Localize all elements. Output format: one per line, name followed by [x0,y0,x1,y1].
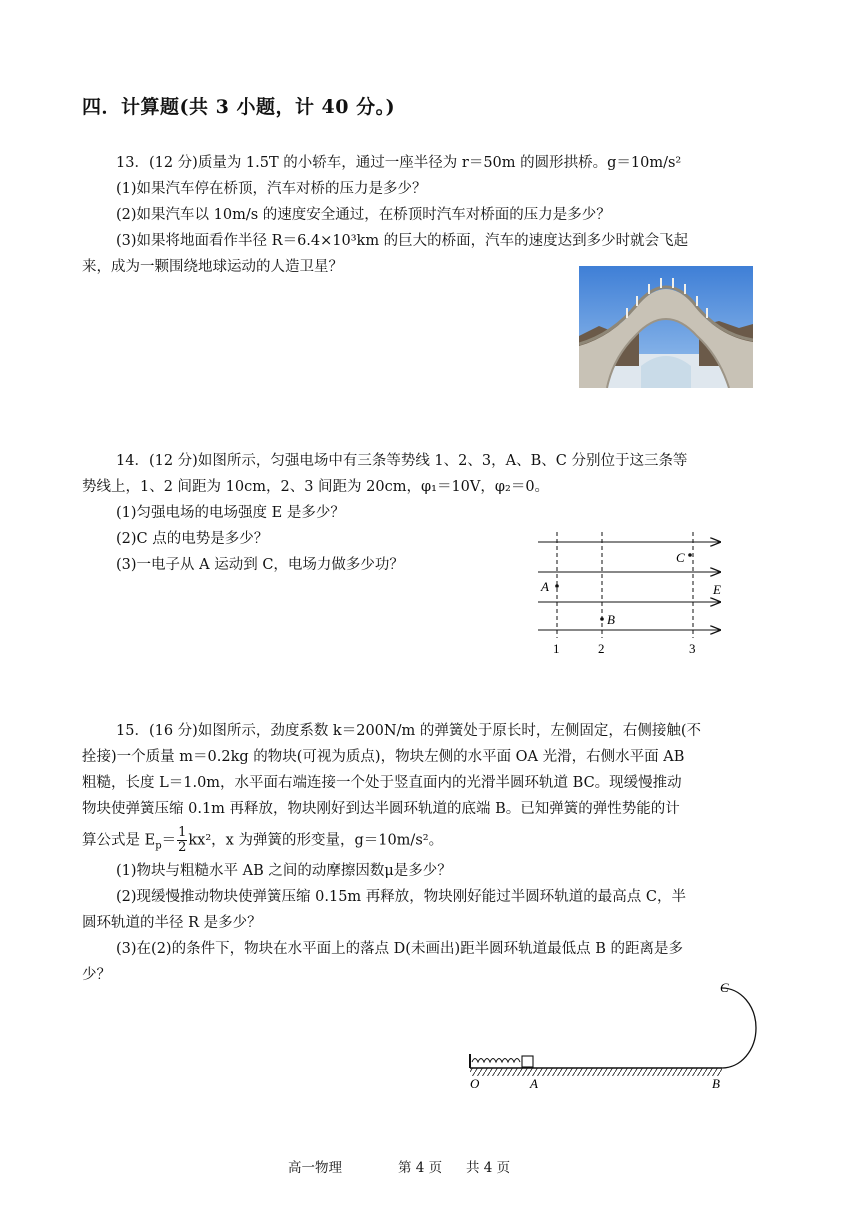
label-o: O [470,1076,480,1091]
q15-line-2: 拴接)一个质量 m＝0.2kg 的物块(可视为质点)，物块左侧的水平面 OA 光滑，右侧水平面 AB [82,749,685,765]
q15-line-3: 粗糙，长度 L＝1.0m，水平面右端连接一个处于竖直面内的光滑半圆环轨道 BC。现缓慢推动 [82,775,682,791]
fraction-numerator: 1 [178,825,187,840]
formula-equals: ＝ [161,832,177,849]
label-b: B [607,612,615,627]
label-line-1: 1 [553,641,560,656]
q15-line-9: 少？ [82,967,111,983]
q14-line-2: 势线上，1、2 间距为 10cm，2、3 间距为 20cm，φ₁＝10V，φ₂＝0。 [82,479,550,495]
ground-hatch [470,1068,722,1076]
label-a: A [530,1076,538,1091]
label-e: E [713,582,721,597]
footer-total: 共 4 页 [466,1160,511,1176]
q15-line-7: 圆环轨道的半径 R 是多少？ [82,915,262,931]
label-line-3: 3 [689,641,696,656]
q13-line-2: (1)如果汽车停在桥顶，汽车对桥的压力是多少？ [116,181,427,197]
q14-line-4: (2)C 点的电势是多少？ [116,531,269,547]
label-c: C [720,980,729,995]
q13-line-5: 来，成为一颗围绕地球运动的人造卫星？ [82,259,343,275]
electric-field-diagram [530,532,730,662]
label-a: A [541,579,549,594]
semicircle-track [722,988,756,1068]
formula-subscript: p [155,840,162,852]
label-c: C [676,550,685,565]
label-line-2: 2 [598,641,605,656]
q15-line-6: (2)现缓慢推动物块使弹簧压缩 0.15m 再释放，物块刚好能过半圆环轨道的最高点 C，半 [116,889,686,905]
section-title: 四．计算题(共 3 小题，计 40 分。) [82,96,396,118]
q15-line-5: (1)物块与粗糙水平 AB 之间的动摩擦因数μ是多少？ [116,863,452,879]
formula-fraction [177,826,187,855]
point-b-dot [600,617,604,621]
q13-line-4: (3)如果将地面看作半径 R＝6.4×10³km 的巨大的桥面，汽车的速度达到多少时就会飞起 [116,233,689,249]
formula-rest: kx²，x 为弹簧的形变量，g＝10m/s²。 [188,832,444,849]
q15-line-4: 物块使弹簧压缩 0.1m 再释放，物块刚好到达半圆环轨道的底端 B。已知弹簧的弹性势能的计 [82,801,680,817]
formula-prefix: 算公式是 E [82,832,156,849]
footer-subject: 高一物理 [288,1160,342,1176]
q14-line-5: (3)一电子从 A 运动到 C，电场力做多少功？ [116,557,404,573]
q13-line-1: 13．(12 分)质量为 1.5T 的小轿车，通过一座半径为 r＝50m 的圆形拱桥。g＝10m/s² [116,155,682,171]
fraction-denominator: 2 [178,840,187,855]
q14-line-1: 14．(12 分)如图所示，匀强电场中有三条等势线 1、2、3，A、B、C 分别位于这三条等 [116,453,688,469]
point-c-dot [688,553,692,557]
spring [472,1059,520,1063]
q13-line-3: (2)如果汽车以 10m/s 的速度安全通过，在桥顶时汽车对桥面的压力是多少？ [116,207,611,223]
spring-track-diagram [460,976,770,1096]
q15-formula-line [82,826,443,860]
label-b: B [712,1076,720,1091]
q14-line-3: (1)匀强电场的电场强度 E 是多少？ [116,505,345,521]
point-a-dot [555,584,559,588]
q15-line-8: (3)在(2)的条件下，物块在水平面上的落点 D(未画出)距半圆环轨道最低点 B 的距离是多 [116,941,683,957]
block [522,1056,533,1067]
footer-page: 第 4 页 [398,1160,443,1176]
q15-line-1: 15．(16 分)如图所示，劲度系数 k＝200N/m 的弹簧处于原长时，左侧固定，右侧接触(不 [116,723,701,739]
bridge-photo [579,266,753,388]
